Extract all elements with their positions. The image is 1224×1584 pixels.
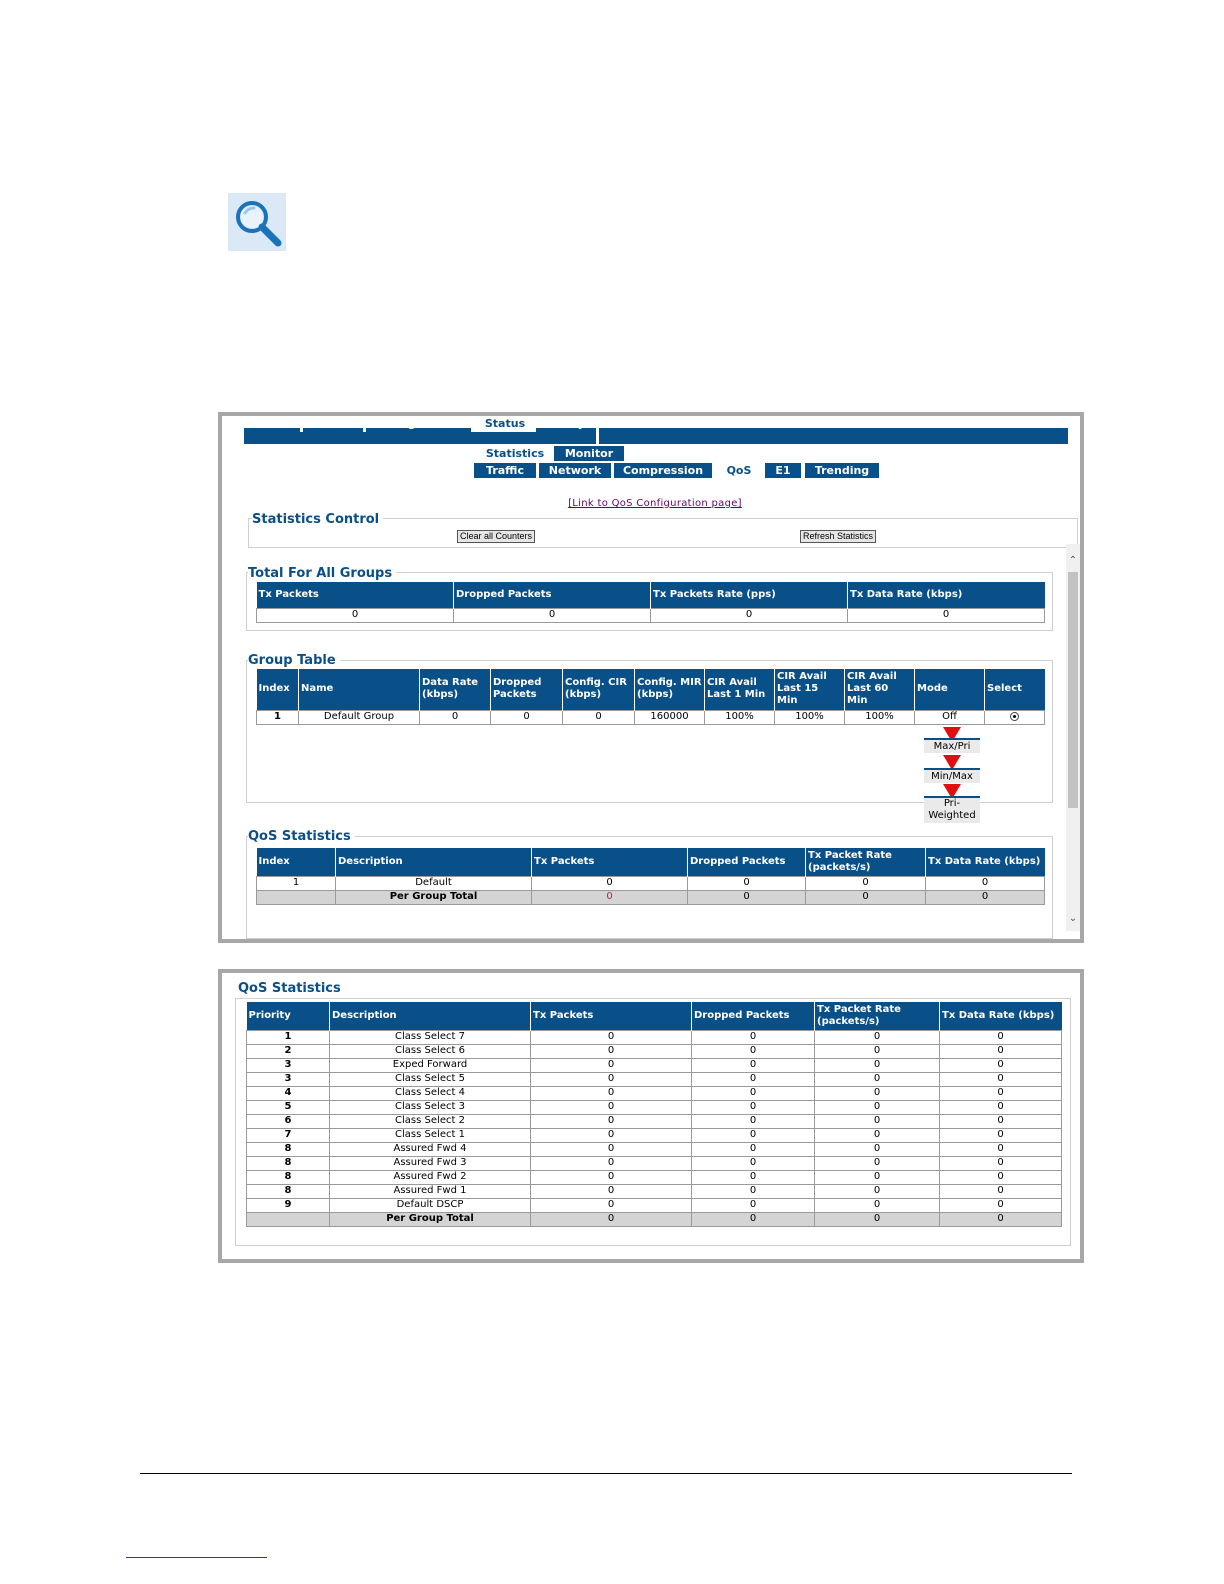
table-row <box>247 1128 1062 1142</box>
table-row <box>247 1086 1062 1100</box>
totals-table <box>256 582 1045 623</box>
col-header: CIR Avail Last 15 Min <box>775 669 845 710</box>
table-cell: 0 <box>815 1100 940 1114</box>
table-cell: 0 <box>531 1142 692 1156</box>
col-header: Tx Data Rate (kbps) <box>940 1002 1062 1030</box>
table-cell: 0 <box>806 876 926 890</box>
subtab-statistics[interactable]: Statistics <box>480 446 550 461</box>
table-row <box>247 1198 1062 1212</box>
col-header: Tx Packets <box>257 582 454 608</box>
qos-statistics-title: QoS Statistics <box>248 829 355 844</box>
mode-option-min-max[interactable]: Min/Max <box>924 768 980 783</box>
table-cell: 2 <box>247 1044 330 1058</box>
table-cell: 0 <box>815 1142 940 1156</box>
table-row <box>247 1044 1062 1058</box>
table-cell: 3 <box>247 1072 330 1086</box>
table-cell: 0 <box>531 1030 692 1044</box>
table-cell: Per Group Total <box>330 1212 531 1226</box>
table-cell: 0 <box>940 1170 1062 1184</box>
table-cell: 0 <box>420 710 491 724</box>
col-header: Config. CIR (kbps) <box>563 669 635 710</box>
clear-counters-button[interactable]: Clear all Counters <box>457 530 535 543</box>
col-header: Dropped Packets <box>688 848 806 876</box>
col-header: Description <box>330 1002 531 1030</box>
table-cell: 0 <box>940 1114 1062 1128</box>
table-cell: 0 <box>491 710 563 724</box>
tab-utility[interactable]: Utility <box>547 417 585 430</box>
col-header: Index <box>257 848 336 876</box>
table-cell: Assured Fwd 4 <box>330 1142 531 1156</box>
select-radio[interactable] <box>1010 712 1019 721</box>
table-cell: Exped Forward <box>330 1058 531 1072</box>
scroll-down-icon[interactable]: ⌄ <box>1068 913 1078 924</box>
stat-tab-compression[interactable]: Compression <box>614 463 712 478</box>
table-cell: 1 <box>247 1030 330 1044</box>
qos-statistics-table <box>256 848 1045 905</box>
table-cell <box>247 1212 330 1226</box>
table-cell: 8 <box>247 1156 330 1170</box>
col-header: Select <box>985 669 1045 710</box>
table-cell: Class Select 4 <box>330 1086 531 1100</box>
table-cell: Class Select 3 <box>330 1100 531 1114</box>
table-row <box>247 1142 1062 1156</box>
table-row <box>247 1156 1062 1170</box>
table-cell: 0 <box>940 1058 1062 1072</box>
table-cell: 0 <box>692 1142 815 1156</box>
scroll-thumb[interactable] <box>1068 572 1078 808</box>
table-cell: 0 <box>692 1128 815 1142</box>
table-cell: 100% <box>705 710 775 724</box>
table-cell: 0 <box>940 1072 1062 1086</box>
col-header: Dropped Packets <box>692 1002 815 1030</box>
mode-option-pri-weighted[interactable]: Pri-Weighted <box>924 796 980 823</box>
table-cell: Default <box>336 876 532 890</box>
table-cell: 0 <box>940 1212 1062 1226</box>
table-row <box>257 608 1045 622</box>
table-cell: 100% <box>775 710 845 724</box>
table-cell: Per Group Total <box>336 890 532 904</box>
table-cell: 0 <box>531 1156 692 1170</box>
scroll-up-icon[interactable]: ⌃ <box>1068 555 1078 566</box>
col-header: Description <box>336 848 532 876</box>
table-cell: 0 <box>940 1198 1062 1212</box>
table-cell: 4 <box>247 1086 330 1100</box>
table-row <box>257 710 1045 724</box>
table-cell: 0 <box>531 1212 692 1226</box>
footer-divider <box>140 1473 1072 1474</box>
table-row <box>247 1100 1062 1114</box>
qos-config-link[interactable]: [Link to QoS Configuration page] <box>568 498 742 509</box>
table-cell: 9 <box>247 1198 330 1212</box>
table-cell: 0 <box>692 1114 815 1128</box>
table-cell: 0 <box>806 890 926 904</box>
table-cell: 0 <box>692 1086 815 1100</box>
table-cell: 0 <box>940 1100 1062 1114</box>
subtab-monitor[interactable]: Monitor <box>554 446 624 461</box>
table-cell: 8 <box>247 1184 330 1198</box>
table-cell: 0 <box>940 1086 1062 1100</box>
table-cell: 0 <box>688 890 806 904</box>
table-cell: Class Select 5 <box>330 1072 531 1086</box>
table-cell: Class Select 1 <box>330 1128 531 1142</box>
table-cell: Default DSCP <box>330 1198 531 1212</box>
col-header: Priority <box>247 1002 330 1030</box>
tab-home[interactable]: Home <box>254 417 290 430</box>
table-cell: 0 <box>692 1058 815 1072</box>
table-cell: 1 <box>257 876 336 890</box>
table-cell: 6 <box>247 1114 330 1128</box>
col-header: Tx Packets Rate (pps) <box>651 582 848 608</box>
table-cell: 0 <box>531 1058 692 1072</box>
table-cell: Assured Fwd 3 <box>330 1156 531 1170</box>
table-cell: Class Select 2 <box>330 1114 531 1128</box>
table-cell: 0 <box>815 1072 940 1086</box>
col-header: Dropped Packets <box>454 582 651 608</box>
table-cell: 8 <box>247 1142 330 1156</box>
table-cell: 0 <box>815 1030 940 1044</box>
total-row <box>257 890 1045 904</box>
table-cell: 5 <box>247 1100 330 1114</box>
table-cell: 0 <box>926 876 1045 890</box>
table-cell: 0 <box>815 1184 940 1198</box>
col-header: Config. MIR (kbps) <box>635 669 705 710</box>
table-cell: 0 <box>815 1058 940 1072</box>
table-cell: Class Select 6 <box>330 1044 531 1058</box>
mode-option-max-pri[interactable]: Max/Pri <box>924 738 980 753</box>
table-cell: 0 <box>692 1044 815 1058</box>
col-header: Tx Data Rate (kbps) <box>926 848 1045 876</box>
col-header: Mode <box>915 669 985 710</box>
table-row <box>247 1030 1062 1044</box>
table-cell: 0 <box>531 1170 692 1184</box>
table-cell: 1 <box>257 710 299 724</box>
table-cell: 0 <box>531 1198 692 1212</box>
tab-admin[interactable]: Admin <box>300 416 363 432</box>
stat-tab-network[interactable]: Network <box>539 463 611 478</box>
col-header: Dropped Packets <box>491 669 563 710</box>
table-cell: 0 <box>815 1170 940 1184</box>
table-row <box>257 876 1045 890</box>
table-cell: Assured Fwd 2 <box>330 1170 531 1184</box>
table-cell <box>257 890 336 904</box>
col-header: Index <box>257 669 299 710</box>
stat-tab-e1[interactable]: E1 <box>765 463 801 478</box>
table-cell: Class Select 7 <box>330 1030 531 1044</box>
table-row <box>247 1184 1062 1198</box>
qos-status-page-screenshot <box>218 412 1084 943</box>
tab-configuration[interactable]: Configuration <box>363 416 471 432</box>
table-cell: 0 <box>940 1156 1062 1170</box>
table-cell: 0 <box>454 608 651 622</box>
col-header: Tx Data Rate (kbps) <box>848 582 1045 608</box>
footer-underline <box>126 1557 267 1558</box>
table-cell: 160000 <box>635 710 705 724</box>
refresh-statistics-button[interactable]: Refresh Statistics <box>800 530 876 543</box>
table-cell: 0 <box>531 1114 692 1128</box>
table-cell: 0 <box>815 1156 940 1170</box>
table-cell: 0 <box>531 1184 692 1198</box>
vertical-scrollbar[interactable] <box>1066 544 1080 931</box>
table-cell: 0 <box>815 1086 940 1100</box>
table-row <box>247 1170 1062 1184</box>
table-cell: 0 <box>692 1030 815 1044</box>
table-cell: 7 <box>247 1128 330 1142</box>
tab-status[interactable]: Status <box>471 416 536 432</box>
col-header: Tx Packet Rate (packets/s) <box>806 848 926 876</box>
total-row <box>247 1212 1062 1226</box>
stat-tab-trending[interactable]: Trending <box>805 463 879 478</box>
table-cell: 100% <box>845 710 915 724</box>
col-header: Tx Packets <box>531 1002 692 1030</box>
table-cell: 3 <box>247 1058 330 1072</box>
table-cell: 0 <box>815 1044 940 1058</box>
group-table <box>256 669 1045 725</box>
table-cell: 0 <box>940 1142 1062 1156</box>
table-row <box>247 1072 1062 1086</box>
table-cell: 0 <box>848 608 1045 622</box>
stat-tab-qos[interactable]: QoS <box>716 463 762 478</box>
statistics-control-title: Statistics Control <box>252 512 383 527</box>
table-cell: 0 <box>940 1044 1062 1058</box>
qos-priority-table <box>246 1002 1062 1227</box>
nav-divider <box>596 428 599 444</box>
group-table-title: Group Table <box>248 653 340 668</box>
table-cell: 0 <box>815 1114 940 1128</box>
table-cell: 0 <box>531 1072 692 1086</box>
col-header: CIR Avail Last 1 Min <box>705 669 775 710</box>
table-row <box>247 1058 1062 1072</box>
table-cell: 0 <box>940 1184 1062 1198</box>
table-cell: 0 <box>531 1086 692 1100</box>
table-cell: 0 <box>532 876 688 890</box>
col-header: Tx Packet Rate (packets/s) <box>815 1002 940 1030</box>
table-cell: 8 <box>247 1170 330 1184</box>
col-header: Tx Packets <box>532 848 688 876</box>
table-cell: 0 <box>688 876 806 890</box>
table-cell: 0 <box>563 710 635 724</box>
table-cell: 0 <box>257 608 454 622</box>
table-cell: 0 <box>815 1212 940 1226</box>
col-header: Data Rate (kbps) <box>420 669 491 710</box>
table-cell: 0 <box>531 1100 692 1114</box>
table-cell: 0 <box>692 1100 815 1114</box>
table-cell: 0 <box>815 1198 940 1212</box>
table-cell: 0 <box>531 1044 692 1058</box>
total-all-groups-title: Total For All Groups <box>248 566 396 581</box>
select-cell <box>985 710 1045 724</box>
magnifier-icon <box>228 193 286 251</box>
table-cell: 0 <box>940 1128 1062 1142</box>
table-cell: Assured Fwd 1 <box>330 1184 531 1198</box>
col-header: CIR Avail Last 60 Min <box>845 669 915 710</box>
table-cell: 0 <box>532 890 688 904</box>
table-cell: 0 <box>692 1198 815 1212</box>
table-cell: 0 <box>531 1128 692 1142</box>
table-cell: 0 <box>692 1212 815 1226</box>
table-cell: 0 <box>651 608 848 622</box>
table-cell: 0 <box>815 1128 940 1142</box>
table-cell: 0 <box>692 1072 815 1086</box>
col-header: Name <box>299 669 420 710</box>
qos-statistics-detail-title: QoS Statistics <box>238 981 345 996</box>
table-cell: 0 <box>692 1156 815 1170</box>
table-cell: 0 <box>926 890 1045 904</box>
stat-tab-traffic[interactable]: Traffic <box>474 463 536 478</box>
table-cell: 0 <box>940 1030 1062 1044</box>
qos-statistics-detail-screenshot <box>218 969 1084 1263</box>
table-cell: 0 <box>692 1184 815 1198</box>
table-cell: 0 <box>692 1170 815 1184</box>
mode-dropdown[interactable]: Off <box>915 710 985 724</box>
table-cell: Default Group <box>299 710 420 724</box>
table-row <box>247 1114 1062 1128</box>
